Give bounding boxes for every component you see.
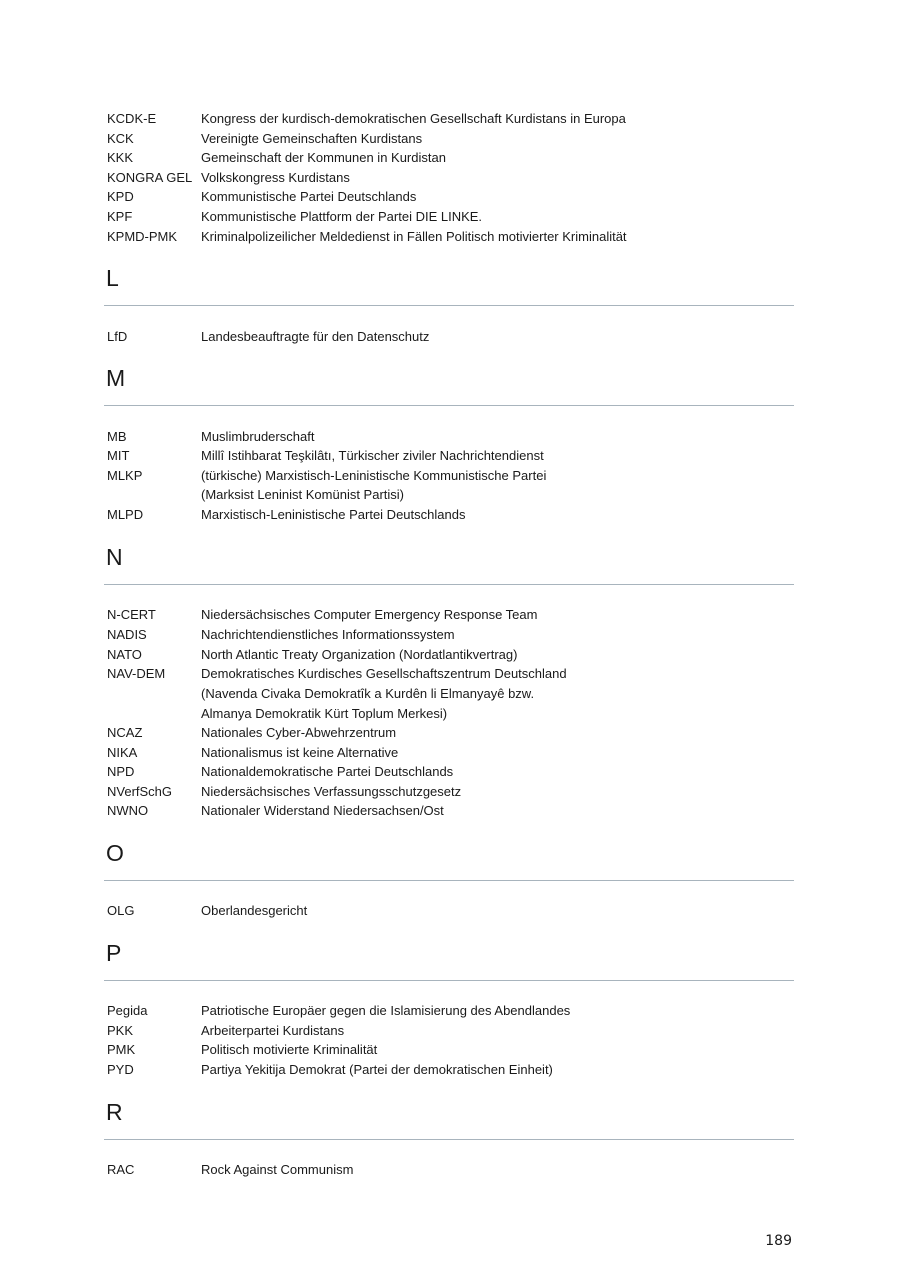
glossary-entry	[107, 187, 807, 207]
entry-definition: Vereinigte Gemeinschaften Kurdistans	[201, 131, 423, 146]
glossary-entry	[107, 227, 807, 247]
glossary-entry	[107, 1021, 807, 1041]
glossary-entry	[107, 1001, 807, 1021]
glossary-entry	[107, 109, 807, 129]
entry-abbreviation: KCDK-E	[107, 111, 157, 126]
entry-definition: Nachrichtendienstliches Informationssystem	[201, 627, 455, 642]
glossary-entry	[107, 723, 807, 743]
glossary-entry	[107, 505, 807, 525]
glossary-entry	[107, 129, 807, 149]
entry-abbreviation: RAC	[107, 1162, 135, 1177]
section-divider	[104, 305, 794, 306]
entry-definition: (türkische) Marxistisch-Leninistische Kommunistische Partei	[201, 468, 547, 483]
entry-abbreviation: PMK	[107, 1042, 136, 1057]
entry-definition: (Navenda Civaka Demokratîk a Kurdên li Elmanyayê bzw.	[201, 686, 535, 701]
glossary-entry	[107, 446, 807, 466]
section-letter-n: N	[106, 544, 123, 570]
entry-definition: Nationaler Widerstand Niedersachsen/Ost	[201, 803, 444, 818]
glossary-entry	[107, 327, 807, 347]
section-divider	[104, 584, 794, 585]
entry-definition: Rock Against Communism	[201, 1162, 354, 1177]
glossary-entry	[107, 1060, 807, 1080]
entry-definition: Kommunistische Plattform der Partei DIE LINKE.	[201, 209, 483, 224]
entry-definition: Arbeiterpartei Kurdistans	[201, 1023, 345, 1038]
glossary-entry	[107, 427, 807, 447]
entry-definition: Marxistisch-Leninistische Partei Deutschlands	[201, 507, 466, 522]
entry-abbreviation: PKK	[107, 1023, 134, 1038]
entry-abbreviation: KPMD-PMK	[107, 229, 178, 244]
glossary-entry	[107, 901, 807, 921]
section-letter-o: O	[106, 840, 124, 866]
section-letter-m: M	[106, 365, 126, 391]
entry-definition: Niedersächsisches Computer Emergency Response Team	[201, 607, 538, 622]
glossary-entry	[107, 625, 807, 645]
glossary-entry	[107, 664, 807, 684]
entry-abbreviation: MIT	[107, 448, 130, 463]
entry-abbreviation: NADIS	[107, 627, 147, 642]
entry-abbreviation: OLG	[107, 903, 135, 918]
entry-abbreviation: KKK	[107, 150, 134, 165]
entry-definition: North Atlantic Treaty Organization (Nordatlantikvertrag)	[201, 647, 518, 662]
section-letter-p: P	[106, 940, 122, 966]
glossary-entry	[107, 1040, 807, 1060]
glossary-entry	[107, 148, 807, 168]
glossary-entry-continuation	[107, 684, 807, 704]
entry-definition: Kongress der kurdisch-demokratischen Gesellschaft Kurdistans in Europa	[201, 111, 626, 126]
entry-abbreviation: N-CERT	[107, 607, 156, 622]
entry-abbreviation: NATO	[107, 647, 142, 662]
glossary-entry	[107, 782, 807, 802]
entry-abbreviation: KONGRA GEL	[107, 170, 193, 185]
entry-definition: Nationales Cyber-Abwehrzentrum	[201, 725, 397, 740]
entry-definition: Landesbeauftragte für den Datenschutz	[201, 329, 430, 344]
entry-definition: Patriotische Europäer gegen die Islamisierung des Abendlandes	[201, 1003, 571, 1018]
entry-abbreviation: MLPD	[107, 507, 144, 522]
glossary-entry-continuation	[107, 485, 807, 505]
entry-definition: Nationaldemokratische Partei Deutschlands	[201, 764, 454, 779]
entry-definition: Niedersächsisches Verfassungsschutzgesetz	[201, 784, 462, 799]
entry-definition: Demokratisches Kurdisches Gesellschaftszentrum Deutschland	[201, 666, 567, 681]
section-letter-r: R	[106, 1099, 123, 1125]
entry-abbreviation: KCK	[107, 131, 134, 146]
glossary-entry	[107, 645, 807, 665]
glossary-entry	[107, 1160, 807, 1180]
entry-abbreviation: Pegida	[107, 1003, 148, 1018]
glossary-entry	[107, 605, 807, 625]
entry-definition: (Marksist Leninist Komünist Partisi)	[201, 487, 404, 502]
section-divider	[104, 405, 794, 406]
entry-definition: Kriminalpolizeilicher Meldedienst in Fällen Politisch motivierter Kriminalität	[201, 229, 627, 244]
section-letter-l: L	[106, 265, 119, 291]
glossary-entry	[107, 762, 807, 782]
entry-abbreviation: LfD	[107, 329, 128, 344]
entry-definition: Politisch motivierte Kriminalität	[201, 1042, 378, 1057]
entry-definition: Millî Istihbarat Teşkilâtı, Türkischer ziviler Nachrichtendienst	[201, 448, 544, 463]
entry-abbreviation: NPD	[107, 764, 135, 779]
entry-abbreviation: NIKA	[107, 745, 138, 760]
glossary-entry	[107, 743, 807, 763]
glossary-entry	[107, 207, 807, 227]
entry-abbreviation: PYD	[107, 1062, 134, 1077]
page-number: 189	[765, 1233, 792, 1249]
entry-abbreviation: NVerfSchG	[107, 784, 173, 799]
section-divider	[104, 1139, 794, 1140]
entry-definition: Almanya Demokratik Kürt Toplum Merkesi)	[201, 706, 448, 721]
glossary-entry-continuation	[107, 704, 807, 724]
entry-abbreviation: KPD	[107, 189, 134, 204]
entry-definition: Muslimbruderschaft	[201, 429, 315, 444]
entry-abbreviation: NAV-DEM	[107, 666, 166, 681]
entry-abbreviation: NCAZ	[107, 725, 143, 740]
glossary-entry	[107, 466, 807, 486]
entry-abbreviation: KPF	[107, 209, 133, 224]
section-divider	[104, 880, 794, 881]
entry-definition: Nationalismus ist keine Alternative	[201, 745, 399, 760]
entry-abbreviation: NWNO	[107, 803, 149, 818]
glossary-entry	[107, 168, 807, 188]
entry-definition: Gemeinschaft der Kommunen in Kurdistan	[201, 150, 446, 165]
entry-definition: Volkskongress Kurdistans	[201, 170, 350, 185]
glossary-entry	[107, 801, 807, 821]
section-divider	[104, 980, 794, 981]
entry-abbreviation: MB	[107, 429, 127, 444]
entry-abbreviation: MLKP	[107, 468, 143, 483]
entry-definition: Oberlandesgericht	[201, 903, 308, 918]
entry-definition: Partiya Yekitija Demokrat (Partei der demokratischen Einheit)	[201, 1062, 553, 1077]
entry-definition: Kommunistische Partei Deutschlands	[201, 189, 417, 204]
